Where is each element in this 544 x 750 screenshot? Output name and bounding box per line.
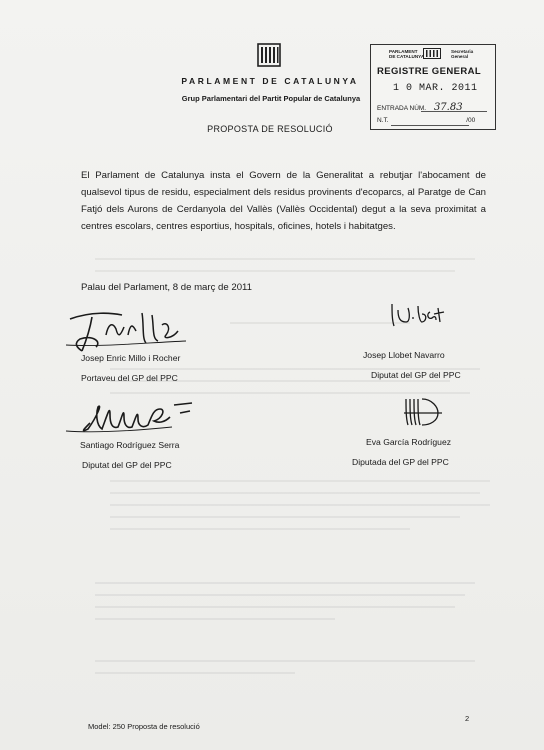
signatory-3-role: Diputat del GP del PPC bbox=[82, 460, 172, 470]
stamp-nt-line bbox=[391, 125, 469, 126]
stamp-date: 1 0 MAR. 2011 bbox=[393, 83, 478, 94]
stamp-nt-suffix: /00 bbox=[466, 117, 476, 124]
registry-stamp bbox=[370, 44, 496, 130]
signatory-1-name: Josep Enric Millo i Rocher bbox=[81, 353, 181, 363]
signatory-2-role: Diputat del GP del PPC bbox=[371, 370, 461, 380]
page-number: 2 bbox=[465, 714, 470, 723]
parliamentary-group: Grup Parlamentari del Partit Popular de Catalunya bbox=[181, 94, 361, 103]
stamp-nt bbox=[377, 117, 475, 124]
stamp-institution: PARLAMENT DE CATALUNYA bbox=[389, 49, 425, 59]
signatory-4-role: Diputada del GP del PPC bbox=[352, 457, 449, 467]
signature-2-handwritten bbox=[388, 300, 446, 330]
signatory-4-name: Eva García Rodríguez bbox=[366, 437, 452, 447]
stamp-secretariat: Secretaria General bbox=[451, 49, 474, 59]
signatory-3-name: Santiago Rodríguez Serra bbox=[80, 440, 180, 450]
parliament-name: PARLAMENT DE CATALUNYA bbox=[181, 76, 359, 86]
stamp-entry-label: ENTRADA NÚM. bbox=[377, 105, 427, 112]
place-and-date: Palau del Parlament, 8 de març de 2011 bbox=[81, 282, 253, 293]
signature-1-handwritten bbox=[62, 305, 192, 355]
stamp-entry-number: 37.83 bbox=[433, 102, 463, 113]
stamp-emblem-icon bbox=[423, 48, 441, 59]
footer-model: Model: 250 Proposta de resolució bbox=[88, 722, 200, 731]
document-title: PROPOSTA DE RESOLUCIÓ bbox=[207, 124, 333, 134]
catalan-parliament-emblem-icon bbox=[256, 42, 282, 68]
resolution-text: El Parlament de Catalunya insta el Govern de la Generalitat a rebutjar l'abocament de qualsevol tipus de residu, especialment dels residus provinents d'ecoparcs, al Paratge de Can Fatjó dels Aurons de Cerdanyola del Vallès (Vallès Occidental) degut a la seva proximitat a centres escolars, centres esportius, hospitals, oficines, hotels i habitatges. bbox=[81, 170, 486, 232]
signatory-1-role: Portaveu del GP del PPC bbox=[81, 373, 178, 383]
stamp-entry-line bbox=[421, 111, 487, 112]
signature-4-handwritten bbox=[398, 395, 446, 429]
stamp-registry-label: REGISTRE GENERAL bbox=[377, 66, 482, 77]
stamp-nt-label: N.T. bbox=[377, 117, 389, 124]
signatory-2-name: Josep Llobet Navarro bbox=[363, 350, 445, 360]
signature-3-handwritten bbox=[62, 393, 242, 439]
